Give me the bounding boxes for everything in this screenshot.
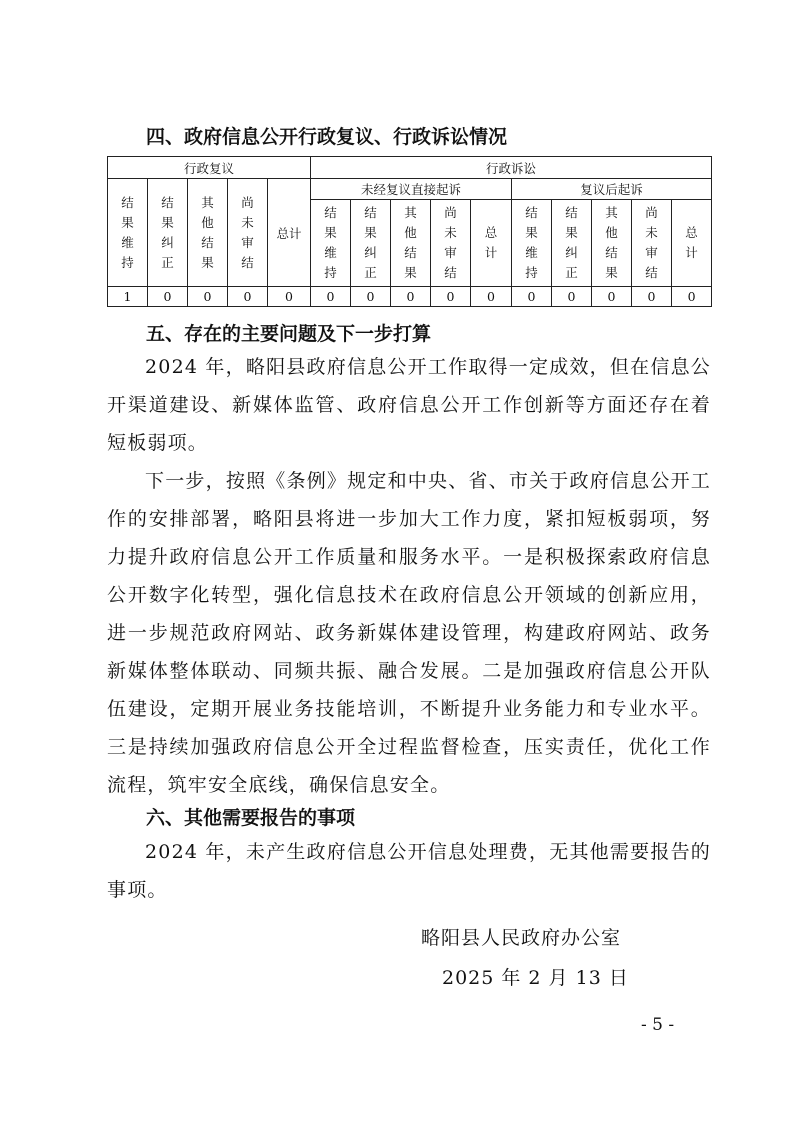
- table-cell: 1: [108, 287, 148, 307]
- signature-org: 略阳县人民政府办公室: [421, 927, 622, 949]
- col-after-other: 其 他 结 果: [592, 200, 632, 287]
- section-5-heading: 五、存在的主要问题及下一步打算: [146, 323, 432, 345]
- col-direct-corrected: 结 果 纠 正: [351, 200, 391, 287]
- section-6-body: [107, 833, 711, 909]
- table-cell: 0: [228, 287, 268, 307]
- signature-date: 2025 年 2 月 13 日: [442, 967, 629, 989]
- table-cell: 0: [672, 287, 712, 307]
- section-5-paragraph-2: 下一步，按照《条例》规定和中央、省、市关于政府信息公开工作的安排部署，略阳县将进一步加大工作力度，紧扣短板弱项，努力提升政府信息公开工作质量和服务水平。一是积极探索政府信息公开数字化转型，强化信息技术在政府信息公开领域的创新应用，进一步规范政府网站、政务新媒体建设管理，构建政府网站、政务新媒体整体联动、同频共振、融合发展。二是加强政府信息公开队伍建设，定期开展业务技能培训，不断提升业务能力和专业水平。三是持续加强政府信息公开全过程监督检查，压实责任，优化工作流程，筑牢安全底线，确保信息安全。: [107, 470, 711, 796]
- page-number: - 5 -: [641, 1015, 675, 1035]
- header-administrative-litigation: 行政诉讼: [311, 157, 712, 179]
- section-6-paragraph-1: 2024 年，未产生政府信息公开信息处理费，无其他需要报告的事项。: [107, 841, 711, 901]
- header-administrative-review: 行政复议: [108, 157, 311, 179]
- col-review-upheld: 结 果 维 持: [108, 179, 148, 287]
- table-cell: 0: [311, 287, 351, 307]
- col-review-pending: 尚 未 审 结: [228, 179, 268, 287]
- table-cell: 0: [471, 287, 512, 307]
- col-review-corrected: 结 果 纠 正: [148, 179, 188, 287]
- header-after-review-litigation: 复议后起诉: [512, 179, 712, 200]
- section-5-paragraph-1: 2024 年，略阳县政府信息公开工作取得一定成效，但在信息公开渠道建设、新媒体监管、政府信息公开工作创新等方面还存在着短板弱项。: [107, 356, 711, 454]
- table-cell: 0: [188, 287, 228, 307]
- review-litigation-table: [107, 156, 712, 307]
- col-direct-upheld: 结 果 维 持: [311, 200, 351, 287]
- table-cell: 0: [512, 287, 552, 307]
- col-after-total: 总 计: [672, 200, 712, 287]
- col-after-corrected: 结 果 纠 正: [552, 200, 592, 287]
- col-review-other: 其 他 结 果: [188, 179, 228, 287]
- col-after-upheld: 结 果 维 持: [512, 200, 552, 287]
- table-cell: 0: [431, 287, 471, 307]
- col-review-total: 总计: [268, 179, 311, 287]
- header-direct-litigation: 未经复议直接起诉: [311, 179, 512, 200]
- section-5-body: [107, 348, 711, 804]
- table-values-row: [108, 287, 712, 307]
- col-direct-pending: 尚 未 审 结: [431, 200, 471, 287]
- table-cell: 0: [632, 287, 672, 307]
- col-after-pending: 尚 未 审 结: [632, 200, 672, 287]
- table-cell: 0: [592, 287, 632, 307]
- col-direct-total: 总 计: [471, 200, 512, 287]
- col-direct-other: 其 他 结 果: [391, 200, 431, 287]
- table-cell: 0: [148, 287, 188, 307]
- section-6-heading: 六、其他需要报告的事项: [146, 807, 356, 829]
- table-cell: 0: [351, 287, 391, 307]
- section-4-heading: 四、政府信息公开行政复议、行政诉讼情况: [146, 126, 508, 148]
- table-cell: 0: [391, 287, 431, 307]
- table-cell: 0: [268, 287, 311, 307]
- table-cell: 0: [552, 287, 592, 307]
